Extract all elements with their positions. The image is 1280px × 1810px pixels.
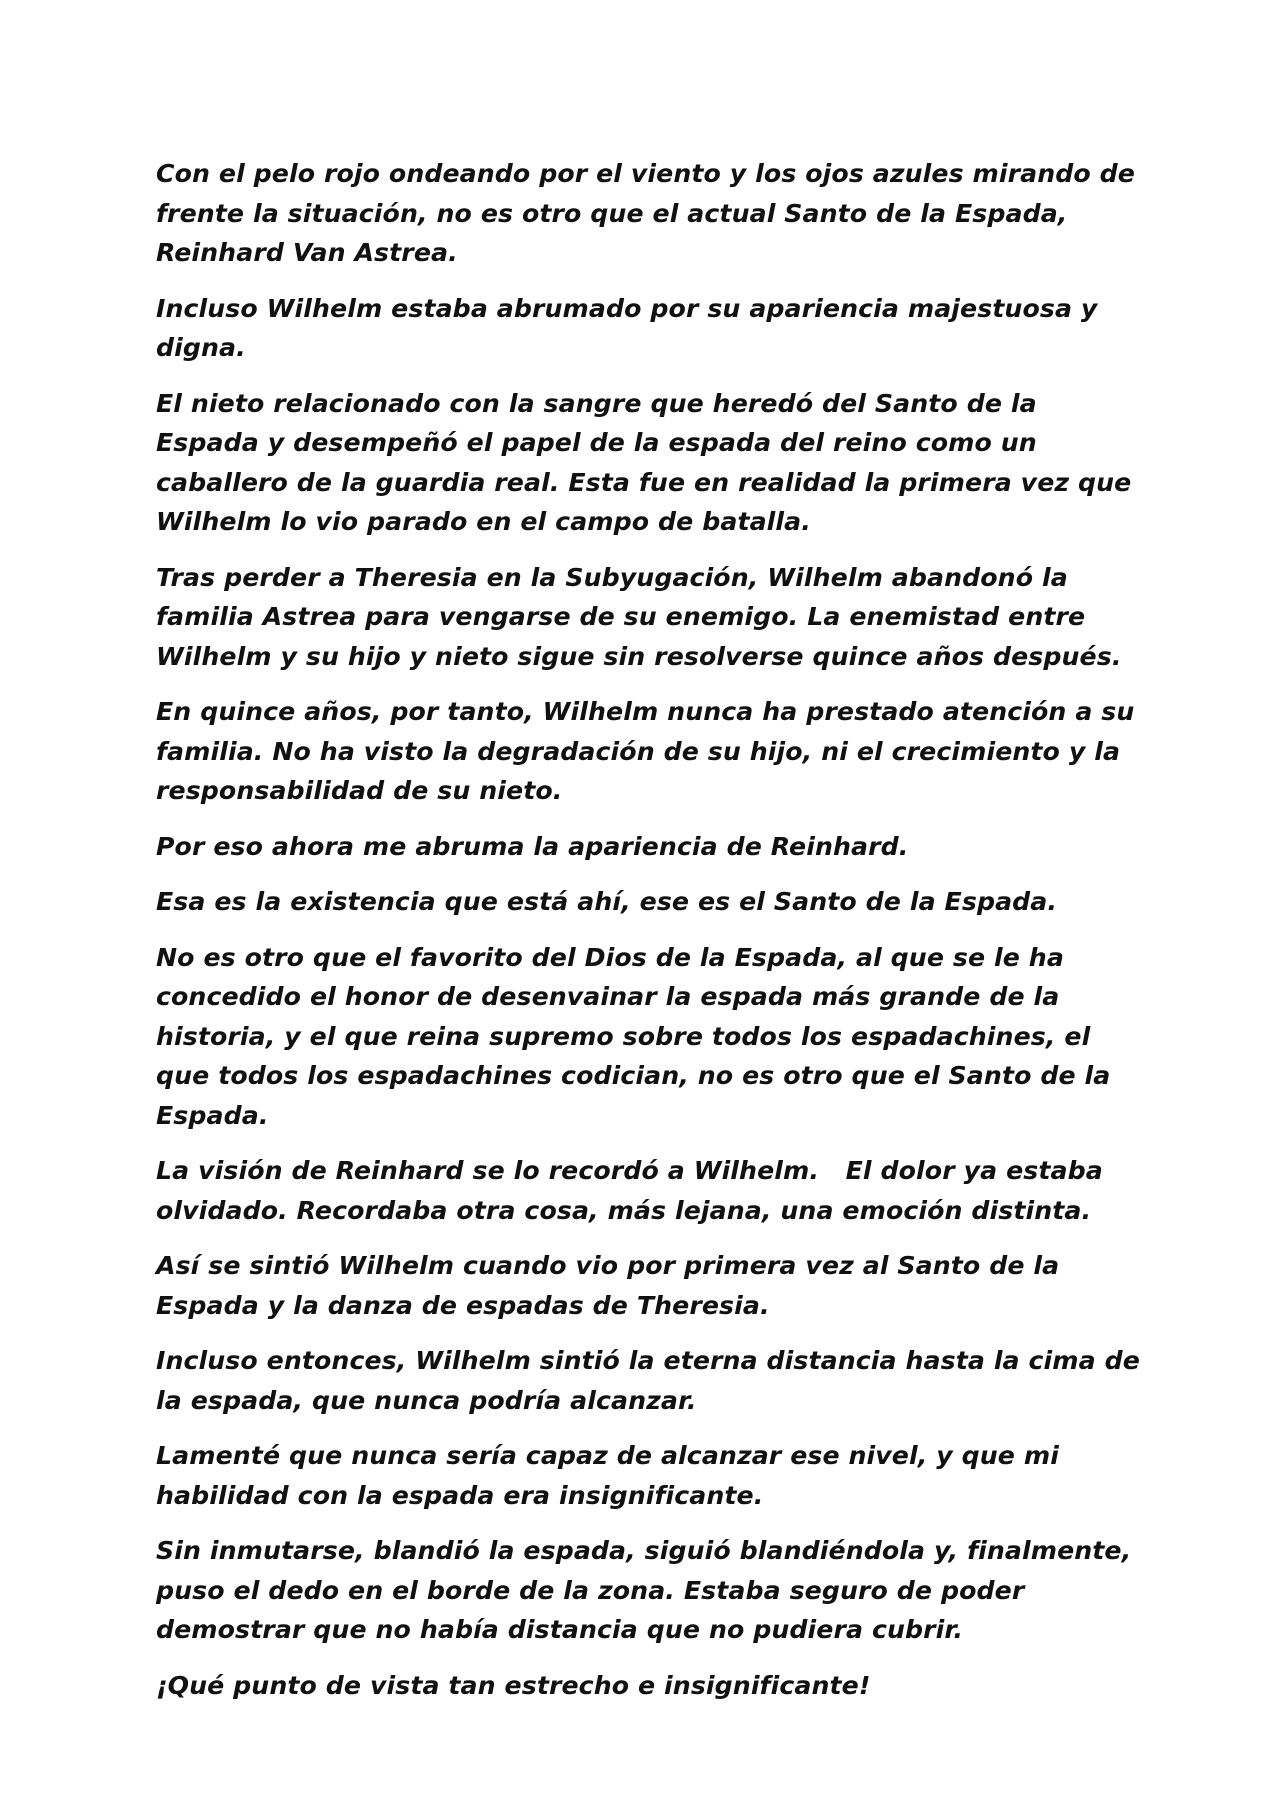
paragraph: Así se sintió Wilhelm cuando vio por primera vez al Santo de la Espada y la danza de espadas de Theresia. [156,1251,1069,1320]
paragraph: Esa es la existencia que está ahí, ese es el Santo de la Espada. [156,887,1058,916]
paragraph: La visión de Reinhard se lo recordó a Wilhelm. El dolor ya estaba olvidado. Recordaba otra cosa, más lejana, una emoción distinta. [156,1156,1112,1225]
paragraph: Sin inmutarse, blandió la espada, siguió blandiéndola y, finalmente, puso el dedo en el borde de la zona. Estaba seguro de poder demostrar que no había distancia que no pudiera cubrir. [156,1536,1141,1644]
paragraph: No es otro que el favorito del Dios de la Espada, al que se le ha concedido el honor de desenvainar la espada más grande de la historia, y el que reina supremo sobre todos los espadachines, el que todos los espadachines codician, no es otro que el Santo de la Espada. [156,942,1120,1130]
document-body [156,154,1149,1721]
paragraph: ¡Qué punto de vista tan estrecho e insignificante! [156,1670,871,1700]
paragraph: Incluso entonces, Wilhelm sintió la eterna distancia hasta la cima de la espada, que nunca podría alcanzar. [156,1346,1149,1415]
paragraph: Incluso Wilhelm estaba abrumado por su apariencia majestuosa y digna. [156,293,1107,362]
paragraph: Con el pelo rojo ondeando por el viento y los ojos azules mirando de frente la situación, no es otro que el actual Santo de la Espada, Reinhard Van Astrea. [156,159,1144,267]
paragraph: En quince años, por tanto, Wilhelm nunca ha prestado atención a su familia. No ha visto la degradación de su hijo, ni el crecimiento y la responsabilidad de su nieto. [156,697,1144,805]
paragraph: El nieto relacionado con la sangre que heredó del Santo de la Espada y desempeñó el papel de la espada del reino como un caballero de la guardia real. Esta fue en realidad la primera vez que Wilhelm lo vio parado en el campo de batalla. [156,388,1141,536]
paragraph: Por eso ahora me abruma la apariencia de Reinhard. [156,831,909,861]
paragraph: Lamenté que nunca sería capaz de alcanzar ese nivel, y que mi habilidad con la espada era insignificante. [156,1441,1068,1510]
paragraph: Tras perder a Theresia en la Subyugación, Wilhelm abandonó la familia Astrea para vengarse de su enemigo. La enemistad entre Wilhelm y su hijo y nieto sigue sin resolverse quince años después. [156,562,1122,671]
